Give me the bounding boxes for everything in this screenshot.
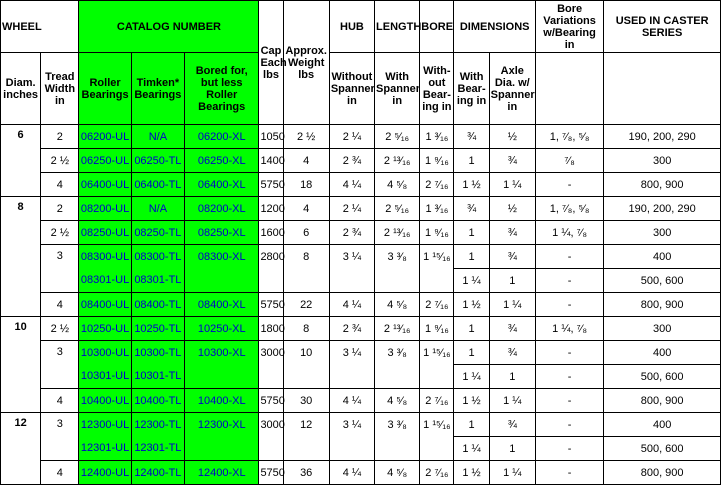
cap-cell: [259, 269, 283, 293]
diameter-cell: 6: [1, 125, 41, 197]
axle-dia-cell: ¾: [489, 317, 535, 341]
table-row: [1, 125, 721, 149]
hub-with-cell: 4 ⁵⁄₈: [375, 389, 420, 413]
hub-with-cell: 2 ¹³⁄₁₆: [375, 149, 420, 173]
table-row: [1, 293, 721, 317]
table-row: [1, 365, 721, 389]
bored-for-cell: [185, 365, 259, 389]
axle-dia-cell: ¾: [489, 341, 535, 365]
hub-with-cell: 3 ³⁄₈: [375, 245, 420, 269]
bored-for-cell: 06400-XL: [185, 173, 259, 197]
timken-bearings-header: Timken* Bearings: [131, 53, 184, 125]
bored-for-cell: 12300-XL: [185, 413, 259, 437]
hub-without-cell: 3 ¼: [329, 413, 374, 437]
tread-cell: 2 ½: [41, 221, 79, 245]
used-in-cell: 400: [604, 341, 721, 365]
weight-cell: 18: [283, 173, 329, 197]
tread-cell: 2: [41, 125, 79, 149]
timken-bearing-cell: 12300-TL: [131, 413, 184, 437]
cap-cell: 3000: [259, 413, 283, 437]
cap-cell: 1050: [259, 125, 283, 149]
timken-bearing-cell: 12400-TL: [131, 461, 184, 485]
tread-cell: 4: [41, 293, 79, 317]
bore-variations-cell: -: [535, 245, 603, 269]
roller-bearing-cell: 10300-UL: [79, 341, 131, 365]
roller-bearing-cell: 08300-UL: [79, 245, 131, 269]
bore-with-cell: 1 ¼: [454, 437, 489, 461]
timken-bearing-cell: 06250-TL: [131, 149, 184, 173]
axle-dia-cell: ¾: [489, 413, 535, 437]
roller-bearings-header: Roller Bearings: [79, 53, 131, 125]
table-row: [1, 245, 721, 269]
tread-cell: 2 ½: [41, 317, 79, 341]
bore-variations-cell: -: [535, 461, 603, 485]
hub-without-cell: [329, 437, 374, 461]
table-row: [1, 269, 721, 293]
without-bearing-header: With-out Bear-ing in: [420, 53, 454, 125]
timken-bearing-cell: 08300-TL: [131, 245, 184, 269]
bored-for-cell: [185, 269, 259, 293]
hub-with-cell: 3 ³⁄₈: [375, 341, 420, 365]
weight-cell: 8: [283, 317, 329, 341]
timken-bearing-cell: 10301-TL: [131, 365, 184, 389]
timken-bearing-cell: 08400-TL: [131, 293, 184, 317]
cap-header: Cap Each lbs: [259, 1, 283, 125]
table-row: [1, 149, 721, 173]
table-row: [1, 173, 721, 197]
bore-without-cell: 2 ⁷⁄₁₆: [420, 389, 454, 413]
hub-with-cell: 4 ⁵⁄₈: [375, 293, 420, 317]
timken-bearing-cell: N/A: [131, 125, 184, 149]
bore-variations-cell: -: [535, 389, 603, 413]
without-spanner-header: Without Spanner in: [329, 53, 374, 125]
hub-with-cell: 3 ³⁄₈: [375, 413, 420, 437]
used-in-cell: 800, 900: [604, 173, 721, 197]
weight-cell: 10: [283, 341, 329, 365]
used-in-header: USED IN CASTER SERIES: [604, 1, 721, 53]
roller-bearing-cell: 08301-UL: [79, 269, 131, 293]
with-bearing-header: With Bear-ing in: [454, 53, 489, 125]
cap-cell: 1200: [259, 197, 283, 221]
bore-variations-cell: ⁷⁄₈: [535, 149, 603, 173]
weight-cell: 4: [283, 197, 329, 221]
used-in-cell: 500, 600: [604, 437, 721, 461]
bore-with-cell: 1: [454, 221, 489, 245]
hub-without-cell: 2 ¾: [329, 221, 374, 245]
bored-for-cell: 08400-XL: [185, 293, 259, 317]
wheel-header: WHEEL: [1, 1, 79, 53]
bore-variations-cell: -: [535, 269, 603, 293]
bore-with-cell: 1: [454, 149, 489, 173]
hub-without-cell: 3 ¼: [329, 245, 374, 269]
tread-cell: 4: [41, 173, 79, 197]
catalog-number-header: CATALOG NUMBER: [79, 1, 259, 53]
tread-cell: 2: [41, 197, 79, 221]
diameter-cell: 10: [1, 317, 41, 413]
approx-weight-header: Approx. Weight lbs: [283, 1, 329, 125]
tread-cell: 3: [41, 341, 79, 389]
weight-cell: 12: [283, 413, 329, 437]
axle-dia-cell: 1 ¼: [489, 389, 535, 413]
cap-cell: [259, 437, 283, 461]
bored-for-cell: 10250-XL: [185, 317, 259, 341]
tread-cell: 4: [41, 389, 79, 413]
bored-for-header: Bored for, but less Roller Bearings: [185, 53, 259, 125]
bore-without-cell: 1 ³⁄₁₆: [420, 197, 454, 221]
used-in-subheader: [604, 53, 721, 125]
hub-with-cell: 2 ¹³⁄₁₆: [375, 317, 420, 341]
hub-without-cell: 4 ¼: [329, 173, 374, 197]
bored-for-cell: 08300-XL: [185, 245, 259, 269]
bore-variations-header: Bore Variations w/Bearing in: [535, 1, 603, 53]
used-in-cell: 400: [604, 245, 721, 269]
cap-cell: 3000: [259, 341, 283, 365]
hub-with-cell: [375, 269, 420, 293]
weight-cell: 30: [283, 389, 329, 413]
bore-with-cell: ¾: [454, 125, 489, 149]
hub-with-cell: 2 ¹³⁄₁₆: [375, 221, 420, 245]
axle-dia-cell: ½: [489, 125, 535, 149]
diameter-cell: 8: [1, 197, 41, 317]
cap-cell: 1400: [259, 149, 283, 173]
cap-cell: 1600: [259, 221, 283, 245]
bore-variations-cell: 1 ¼, ⁷⁄₈: [535, 221, 603, 245]
weight-cell: 36: [283, 461, 329, 485]
used-in-cell: 800, 900: [604, 389, 721, 413]
bore-without-cell: 1 ¹⁵⁄₁₆: [420, 341, 454, 365]
bore-variations-cell: -: [535, 341, 603, 365]
axle-dia-cell: 1: [489, 437, 535, 461]
timken-bearing-cell: 08250-TL: [131, 221, 184, 245]
bore-variations-cell: -: [535, 437, 603, 461]
bore-without-cell: 1 ⁹⁄₁₆: [420, 317, 454, 341]
bore-with-cell: 1: [454, 317, 489, 341]
hub-without-cell: 2 ¾: [329, 317, 374, 341]
hub-with-cell: 4 ⁵⁄₈: [375, 461, 420, 485]
tread-width-header: Tread Width in: [41, 53, 79, 125]
roller-bearing-cell: 08200-UL: [79, 197, 131, 221]
diameter-cell: 12: [1, 413, 41, 485]
roller-bearing-cell: 08250-UL: [79, 221, 131, 245]
hub-without-cell: 2 ¼: [329, 125, 374, 149]
table-row: [1, 197, 721, 221]
hub-with-cell: 4 ⁵⁄₈: [375, 173, 420, 197]
roller-bearing-cell: 06250-UL: [79, 149, 131, 173]
axle-dia-cell: 1 ¼: [489, 293, 535, 317]
timken-bearing-cell: 10250-TL: [131, 317, 184, 341]
roller-bearing-cell: 10400-UL: [79, 389, 131, 413]
hub-without-cell: 3 ¼: [329, 341, 374, 365]
weight-cell: [283, 365, 329, 389]
bore-with-cell: 1 ½: [454, 389, 489, 413]
bore-without-cell: [420, 437, 454, 461]
used-in-cell: 800, 900: [604, 293, 721, 317]
used-in-cell: 190, 200, 290: [604, 125, 721, 149]
roller-bearing-cell: 08400-UL: [79, 293, 131, 317]
weight-cell: 8: [283, 245, 329, 269]
header-row-bottom: [1, 53, 721, 125]
axle-dia-cell: ¾: [489, 245, 535, 269]
table-row: [1, 413, 721, 437]
bore-with-cell: 1: [454, 245, 489, 269]
roller-bearing-cell: 12301-UL: [79, 437, 131, 461]
bored-for-cell: [185, 437, 259, 461]
used-in-cell: 400: [604, 413, 721, 437]
roller-bearing-cell: 12400-UL: [79, 461, 131, 485]
used-in-cell: 190, 200, 290: [604, 197, 721, 221]
bore-without-cell: 1 ¹⁵⁄₁₆: [420, 413, 454, 437]
hub-header: HUB: [329, 1, 374, 53]
cap-cell: 5750: [259, 461, 283, 485]
tread-cell: 3: [41, 413, 79, 461]
bore-variations-cell: -: [535, 413, 603, 437]
with-spanner-header: With Spanner in: [375, 53, 420, 125]
bore-variations-cell: -: [535, 293, 603, 317]
roller-bearing-cell: 10301-UL: [79, 365, 131, 389]
axle-dia-cell: 1 ¼: [489, 173, 535, 197]
bore-without-cell: 2 ⁷⁄₁₆: [420, 461, 454, 485]
bore-with-cell: 1: [454, 341, 489, 365]
bore-with-cell: 1 ½: [454, 293, 489, 317]
tread-cell: 4: [41, 461, 79, 485]
weight-cell: [283, 269, 329, 293]
axle-dia-cell: 1: [489, 365, 535, 389]
bore-variations-cell: 1 ¼, ⁷⁄₈: [535, 317, 603, 341]
bore-without-cell: 1 ⁹⁄₁₆: [420, 149, 454, 173]
bore-without-cell: [420, 269, 454, 293]
table-row: [1, 389, 721, 413]
hub-without-cell: [329, 269, 374, 293]
length-header: LENGTH: [375, 1, 420, 53]
bore-without-cell: 2 ⁷⁄₁₆: [420, 173, 454, 197]
weight-cell: 6: [283, 221, 329, 245]
roller-bearing-cell: 10250-UL: [79, 317, 131, 341]
cap-cell: 5750: [259, 293, 283, 317]
bore-without-cell: 2 ⁷⁄₁₆: [420, 293, 454, 317]
tread-cell: 3: [41, 245, 79, 293]
table-row: [1, 221, 721, 245]
weight-cell: 22: [283, 293, 329, 317]
bore-without-cell: 1 ⁹⁄₁₆: [420, 221, 454, 245]
bored-for-cell: 10400-XL: [185, 389, 259, 413]
diam-header: Diam. inches: [1, 53, 41, 125]
table-row: [1, 341, 721, 365]
axle-dia-header: Axle Dia. w/ Spanner in: [489, 53, 535, 125]
bore-with-cell: 1: [454, 413, 489, 437]
bore-header: BORE: [420, 1, 454, 53]
used-in-cell: 500, 600: [604, 269, 721, 293]
bore-without-cell: [420, 365, 454, 389]
axle-dia-cell: ¾: [489, 149, 535, 173]
timken-bearing-cell: 12301-TL: [131, 437, 184, 461]
table-body: [1, 125, 721, 485]
cap-cell: 1800: [259, 317, 283, 341]
bored-for-cell: 06250-XL: [185, 149, 259, 173]
cap-cell: 2800: [259, 245, 283, 269]
tread-cell: 2 ½: [41, 149, 79, 173]
hub-without-cell: 4 ¼: [329, 293, 374, 317]
timken-bearing-cell: 06400-TL: [131, 173, 184, 197]
hub-without-cell: 2 ¾: [329, 149, 374, 173]
used-in-cell: 800, 900: [604, 461, 721, 485]
hub-without-cell: [329, 365, 374, 389]
bored-for-cell: 06200-XL: [185, 125, 259, 149]
used-in-cell: 500, 600: [604, 365, 721, 389]
axle-dia-cell: ½: [489, 197, 535, 221]
used-in-cell: 300: [604, 221, 721, 245]
bore-with-cell: 1 ½: [454, 461, 489, 485]
bore-with-cell: 1 ¼: [454, 269, 489, 293]
weight-cell: [283, 437, 329, 461]
cap-cell: [259, 365, 283, 389]
axle-dia-cell: ¾: [489, 221, 535, 245]
timken-bearing-cell: N/A: [131, 197, 184, 221]
bore-variations-cell: 1, ⁷⁄₈, ⁵⁄₈: [535, 125, 603, 149]
hub-with-cell: 2 ⁵⁄₁₆: [375, 197, 420, 221]
hub-with-cell: [375, 365, 420, 389]
bore-without-cell: 1 ³⁄₁₆: [420, 125, 454, 149]
bored-for-cell: 08200-XL: [185, 197, 259, 221]
roller-bearing-cell: 06400-UL: [79, 173, 131, 197]
bore-without-cell: 1 ¹⁵⁄₁₆: [420, 245, 454, 269]
table-row: [1, 461, 721, 485]
table-row: [1, 317, 721, 341]
bore-variations-cell: 1, ⁷⁄₈, ⁵⁄₈: [535, 197, 603, 221]
table-row: [1, 437, 721, 461]
bore-variations-cell: -: [535, 173, 603, 197]
roller-bearing-cell: 06200-UL: [79, 125, 131, 149]
hub-with-cell: [375, 437, 420, 461]
bore-variations-subheader: [535, 53, 603, 125]
timken-bearing-cell: 10400-TL: [131, 389, 184, 413]
bore-with-cell: 1 ¼: [454, 365, 489, 389]
bored-for-cell: 12400-XL: [185, 461, 259, 485]
axle-dia-cell: 1 ¼: [489, 461, 535, 485]
dimensions-header: DIMENSIONS: [454, 1, 535, 53]
hub-without-cell: 2 ¼: [329, 197, 374, 221]
bored-for-cell: 10300-XL: [185, 341, 259, 365]
weight-cell: 2 ½: [283, 125, 329, 149]
weight-cell: 4: [283, 149, 329, 173]
hub-without-cell: 4 ¼: [329, 389, 374, 413]
bore-variations-cell: -: [535, 365, 603, 389]
bore-with-cell: 1 ½: [454, 173, 489, 197]
hub-without-cell: 4 ¼: [329, 461, 374, 485]
timken-bearing-cell: 08301-TL: [131, 269, 184, 293]
header-row-top: [1, 1, 721, 53]
timken-bearing-cell: 10300-TL: [131, 341, 184, 365]
bored-for-cell: 08250-XL: [185, 221, 259, 245]
used-in-cell: 300: [604, 149, 721, 173]
used-in-cell: 300: [604, 317, 721, 341]
bore-with-cell: ¾: [454, 197, 489, 221]
cap-cell: 5750: [259, 389, 283, 413]
cap-cell: 5750: [259, 173, 283, 197]
roller-bearing-cell: 12300-UL: [79, 413, 131, 437]
hub-with-cell: 2 ⁵⁄₁₆: [375, 125, 420, 149]
axle-dia-cell: 1: [489, 269, 535, 293]
